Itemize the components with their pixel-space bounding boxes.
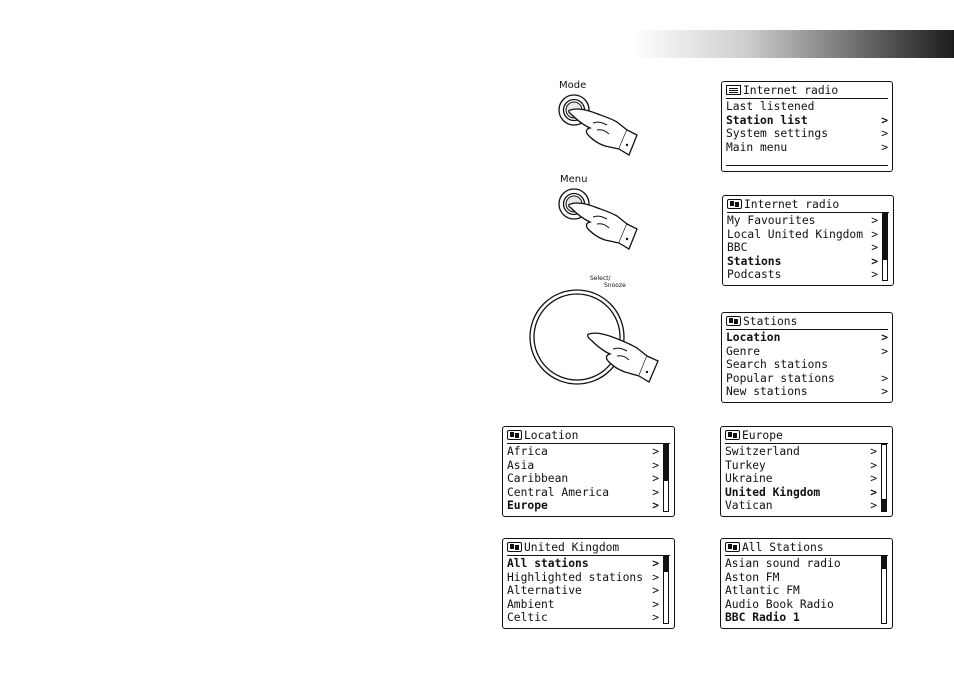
menu-item-europe[interactable]: Europe > [507,499,659,512]
display-title: Location [507,429,670,444]
display-title: Stations [726,315,888,330]
chevron-right-icon: > [870,485,877,499]
display-united-kingdom [502,538,675,629]
chevron-right-icon: > [652,485,659,499]
header-gradient-bar [632,30,954,58]
menu-item-all-stations[interactable]: All stations > [507,557,659,570]
display-title: Internet radio [727,198,889,213]
mode-button[interactable] [555,92,655,164]
folder-icon [507,430,522,440]
scrollbar-thumb[interactable] [882,557,886,569]
menu-item-ambient[interactable]: Ambient > [507,597,659,611]
select-snooze-label-1: Select/ [590,275,611,282]
scrollbar-thumb[interactable] [883,214,887,260]
chevron-right-icon: > [881,385,888,398]
chevron-right-icon: > [881,331,888,344]
scrollbar[interactable] [663,556,669,624]
chevron-right-icon: > [870,472,877,485]
scrollbar-thumb[interactable] [664,445,668,481]
chevron-right-icon: > [652,570,659,584]
mode-label: Mode [559,80,587,91]
chevron-right-icon: > [871,254,878,268]
chevron-right-icon: > [871,268,878,281]
display-title: United Kingdom [507,541,670,556]
menu-item-caribbean[interactable]: Caribbean > [507,472,659,485]
folder-icon [725,542,740,552]
chevron-right-icon: > [881,371,888,385]
chevron-right-icon: > [870,445,877,458]
menu-label: Menu [560,174,588,185]
display-internet-radio-main [721,81,893,172]
menu-item-location[interactable]: Location > [726,331,888,344]
menu-item-bbc-radio-1[interactable]: BBC Radio 1 [725,611,800,624]
scrollbar[interactable] [881,444,887,512]
menu-item-bbc[interactable]: BBC > [727,241,878,254]
chevron-right-icon: > [881,113,888,127]
display-location [502,426,675,517]
menu-item-popular-stations[interactable]: Popular stations > [726,371,888,385]
chevron-right-icon: > [652,611,659,624]
menu-item-new-stations[interactable]: New stations > [726,385,888,398]
folder-icon [725,430,740,440]
menu-item-podcasts[interactable]: Podcasts > [727,268,878,281]
display-title: Internet radio [726,84,888,99]
chevron-right-icon: > [881,127,888,140]
scrollbar[interactable] [663,444,669,512]
menu-item-my-favourites[interactable]: My Favourites > [727,214,878,227]
list-icon [726,85,741,95]
chevron-right-icon: > [652,445,659,458]
scrollbar-thumb[interactable] [882,499,886,511]
menu-item-local-united-kingdom[interactable]: Local United Kingdom > [727,227,878,241]
scrollbar[interactable] [882,213,888,281]
menu-item-last-listened[interactable]: Last listened [726,100,815,113]
display-title: Europe [725,429,888,444]
menu-item-stations[interactable]: Stations > [727,254,878,268]
display-all-stations [720,538,893,629]
chevron-right-icon: > [652,458,659,472]
folder-icon [726,316,741,326]
menu-item-alternative[interactable]: Alternative > [507,584,659,597]
menu-item-vatican[interactable]: Vatican > [725,499,877,512]
menu-item-aston-fm[interactable]: Aston FM [725,570,780,584]
chevron-right-icon: > [870,458,877,472]
menu-item-search-stations[interactable]: Search stations [726,358,829,371]
menu-item-station-list[interactable]: Station list > [726,113,888,127]
chevron-right-icon: > [881,140,888,154]
menu-item-highlighted-stations[interactable]: Highlighted stations > [507,570,659,584]
chevron-right-icon: > [871,241,878,254]
chevron-right-icon: > [652,472,659,485]
scrollbar[interactable] [881,556,887,624]
chevron-right-icon: > [652,557,659,570]
menu-button[interactable] [555,186,655,258]
folder-icon [507,542,522,552]
chevron-right-icon: > [652,584,659,597]
scrollbar-thumb[interactable] [664,557,668,572]
chevron-right-icon: > [881,344,888,358]
menu-item-audio-book-radio[interactable]: Audio Book Radio [725,597,834,611]
menu-item-system-settings[interactable]: System settings > [726,127,888,140]
chevron-right-icon: > [652,499,659,512]
chevron-right-icon: > [871,227,878,241]
menu-item-asia[interactable]: Asia > [507,458,659,472]
select-snooze-label-2: Snooze [604,282,626,289]
menu-item-atlantic-fm[interactable]: Atlantic FM [725,584,800,597]
divider [726,165,888,166]
chevron-right-icon: > [652,597,659,611]
menu-item-main-menu[interactable]: Main menu > [726,140,888,154]
menu-item-genre[interactable]: Genre > [726,344,888,358]
display-internet-radio-station-list [722,195,894,286]
menu-item-asian-sound-radio[interactable]: Asian sound radio [725,557,841,570]
menu-item-africa[interactable]: Africa > [507,445,659,458]
display-title: All Stations [725,541,888,556]
menu-item-switzerland[interactable]: Switzerland > [725,445,877,458]
display-europe [720,426,893,517]
chevron-right-icon: > [870,499,877,512]
display-stations [721,312,893,403]
chevron-right-icon: > [871,214,878,227]
select-snooze-knob[interactable] [527,288,667,388]
menu-item-central-america[interactable]: Central America > [507,485,659,499]
menu-item-turkey[interactable]: Turkey > [725,458,877,472]
menu-item-united-kingdom[interactable]: United Kingdom > [725,485,877,499]
folder-icon [727,199,742,209]
menu-item-ukraine[interactable]: Ukraine > [725,472,877,485]
menu-item-celtic[interactable]: Celtic > [507,611,659,624]
